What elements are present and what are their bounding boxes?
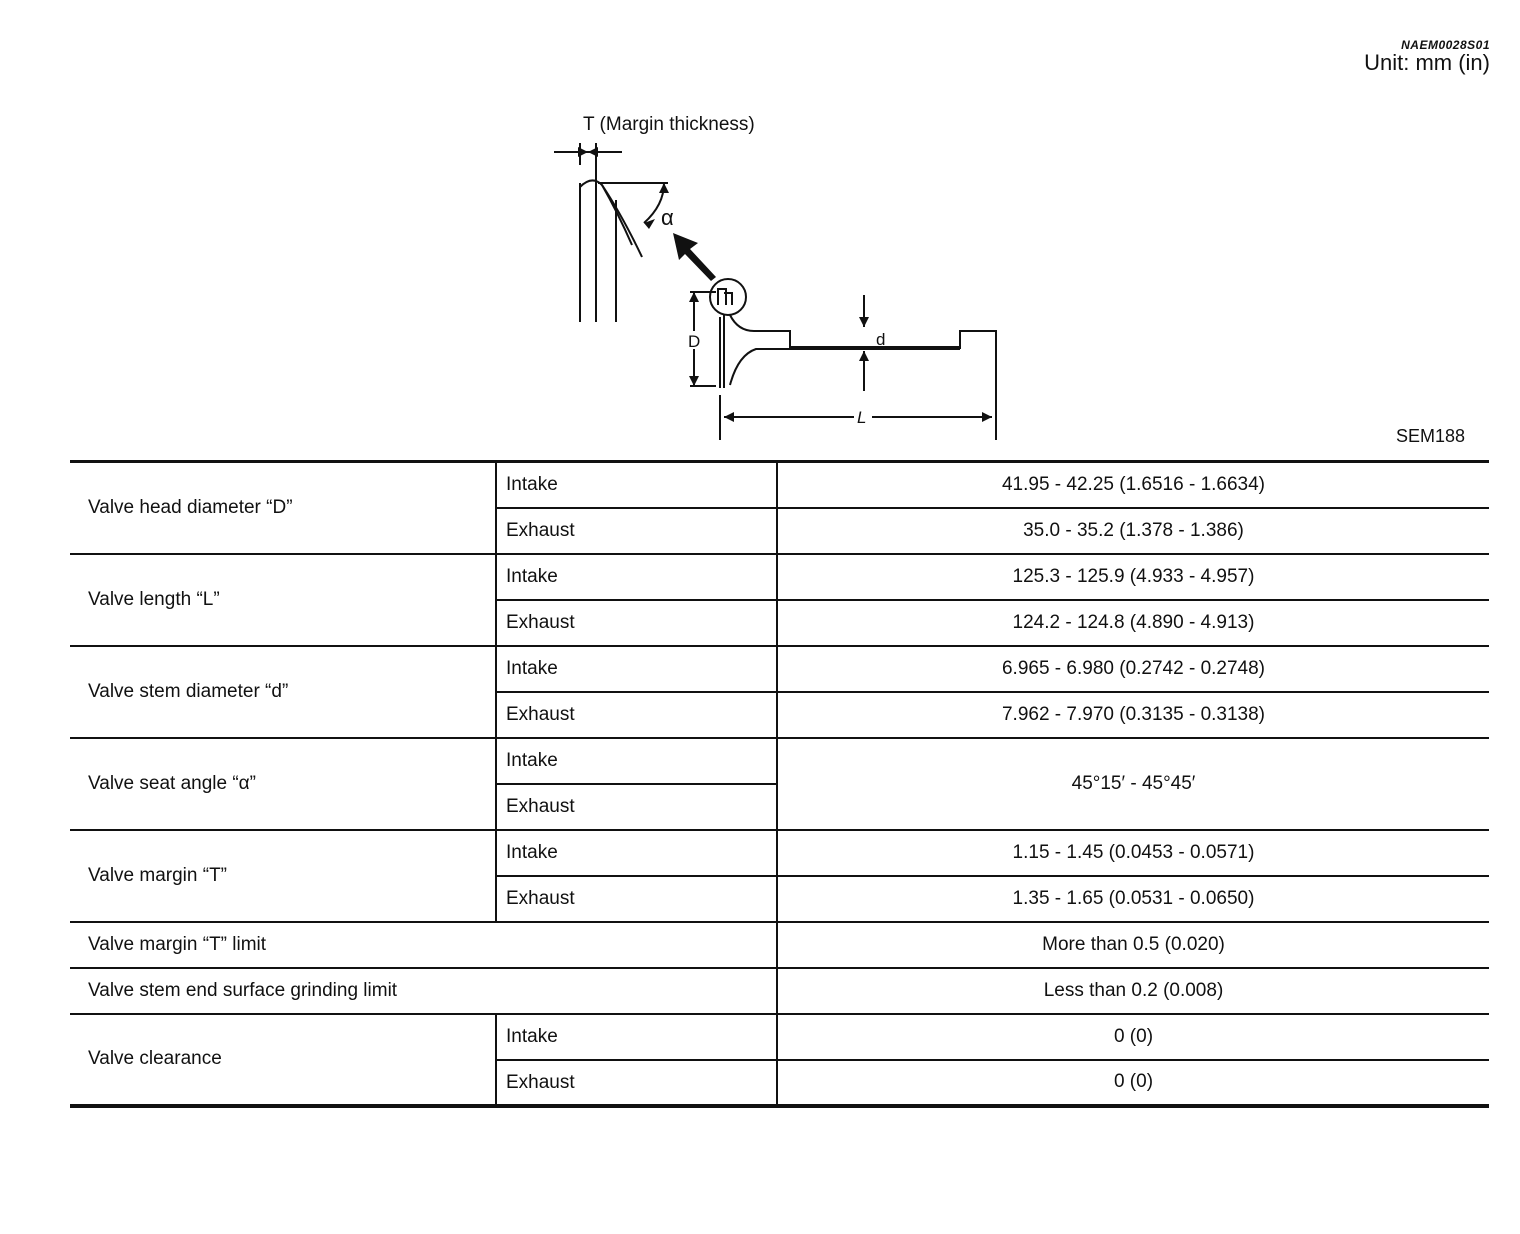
spec-value: 45°15′ - 45°45′ <box>777 738 1489 830</box>
sub-label: Intake <box>496 830 777 876</box>
spec-label: Valve stem diameter “d” <box>70 646 496 738</box>
stem-diameter-label: d <box>876 330 886 349</box>
spec-label: Valve length “L” <box>70 554 496 646</box>
spec-value: 0 (0) <box>777 1014 1489 1060</box>
spec-label: Valve seat angle “α” <box>70 738 496 830</box>
table-row <box>70 1014 1489 1060</box>
spec-value: 125.3 - 125.9 (4.933 - 4.957) <box>777 554 1489 600</box>
spec-value: 7.962 - 7.970 (0.3135 - 0.3138) <box>777 692 1489 738</box>
spec-label: Valve stem end surface grinding limit <box>70 968 777 1014</box>
spec-value: 1.15 - 1.45 (0.0453 - 0.0571) <box>777 830 1489 876</box>
table-row <box>70 554 1489 600</box>
spec-value: 124.2 - 124.8 (4.890 - 4.913) <box>777 600 1489 646</box>
figure-id: SEM188 <box>1396 426 1466 446</box>
sub-label: Intake <box>496 554 777 600</box>
unit-label: Unit: mm (in) <box>1364 50 1490 75</box>
table-row <box>70 830 1489 876</box>
spec-label: Valve margin “T” <box>70 830 496 922</box>
sub-label: Intake <box>496 462 777 508</box>
sub-label: Exhaust <box>496 876 777 922</box>
sub-label: Exhaust <box>496 508 777 554</box>
sub-label: Exhaust <box>496 784 777 830</box>
table-row <box>70 462 1489 508</box>
table-row <box>70 922 1489 968</box>
spec-value: 1.35 - 1.65 (0.0531 - 0.0650) <box>777 876 1489 922</box>
valve-spec-table <box>70 460 1489 1108</box>
spec-label: Valve clearance <box>70 1014 496 1106</box>
margin-thickness-label: T (Margin thickness) <box>583 114 755 135</box>
sub-label: Exhaust <box>496 1060 777 1106</box>
sub-label: Intake <box>496 646 777 692</box>
table-row <box>70 738 1489 784</box>
spec-value: 35.0 - 35.2 (1.378 - 1.386) <box>777 508 1489 554</box>
spec-value: 41.95 - 42.25 (1.6516 - 1.6634) <box>777 462 1489 508</box>
sub-label: Exhaust <box>496 692 777 738</box>
alpha-label: α <box>661 205 674 230</box>
sub-label: Exhaust <box>496 600 777 646</box>
spec-label: Valve head diameter “D” <box>70 462 496 554</box>
spec-value: 6.965 - 6.980 (0.2742 - 0.2748) <box>777 646 1489 692</box>
table-row <box>70 968 1489 1014</box>
reference-code: NAEM0028S01 <box>1401 38 1490 52</box>
valve-length-label: L <box>857 408 867 427</box>
spec-value: Less than 0.2 (0.008) <box>777 968 1489 1014</box>
sub-label: Intake <box>496 738 777 784</box>
table-row <box>70 646 1489 692</box>
spec-value: More than 0.5 (0.020) <box>777 922 1489 968</box>
valve-diagram <box>540 105 1020 450</box>
head-diameter-label: D <box>688 332 701 351</box>
sub-label: Intake <box>496 1014 777 1060</box>
spec-label: Valve margin “T” limit <box>70 922 777 968</box>
spec-value: 0 (0) <box>777 1060 1489 1106</box>
